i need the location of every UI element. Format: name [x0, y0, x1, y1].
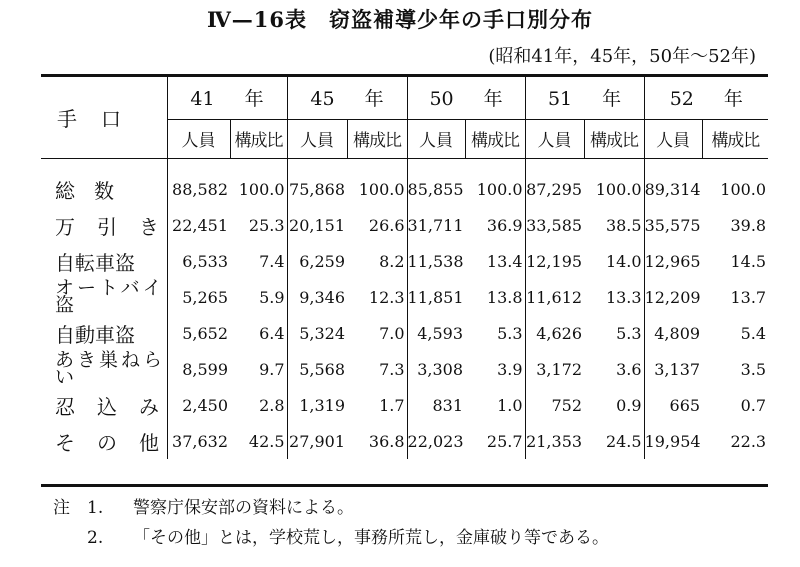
cell: 8,599: [167, 351, 230, 387]
count-header: 人員: [167, 119, 230, 158]
cell: 20,151: [287, 207, 347, 243]
row-label: オートバイ盗: [55, 277, 165, 316]
row-label: 自動車盗: [55, 322, 135, 347]
cell: 11,538: [407, 243, 465, 279]
cell: 6,533: [167, 243, 230, 279]
cell: 5.3: [616, 323, 642, 343]
cell: 7.4: [259, 251, 285, 271]
cell: 88,582: [167, 159, 230, 208]
year-header-51: 51 年: [525, 76, 644, 120]
ratio-header: 構成比: [465, 119, 525, 158]
row-label: 総数: [55, 178, 133, 203]
cell: 85,855: [407, 159, 465, 208]
cell: 4,809: [644, 315, 702, 351]
note-2: [41, 523, 768, 553]
cell: 22.3: [730, 431, 767, 451]
cell: 36.8: [368, 431, 405, 451]
cell: 3,308: [407, 351, 465, 387]
table-row: [41, 159, 768, 208]
count-header: 人員: [525, 119, 584, 158]
cell: 7.0: [379, 323, 405, 343]
cell: 14.0: [605, 251, 642, 271]
ratio-header: 構成比: [230, 119, 287, 158]
cell: 14.5: [730, 251, 767, 271]
cell: 25.3: [248, 215, 285, 235]
ratio-header: 構成比: [584, 119, 644, 158]
row-label: 万引き: [55, 214, 181, 239]
cell: 2,450: [167, 387, 230, 423]
cell: 0.7: [740, 395, 767, 415]
cell: 87,295: [525, 159, 584, 208]
note-text: 警察庁保安部の資料による。: [133, 498, 354, 518]
cell: 35,575: [644, 207, 702, 243]
theft-method-table: [41, 74, 768, 459]
cell: 12,195: [525, 243, 584, 279]
cell: 27,901: [287, 423, 347, 459]
cell: 8.2: [379, 251, 405, 271]
count-header: 人員: [287, 119, 347, 158]
table-title: Ⅳ—16表 窃盗補導少年の手口別分布: [206, 7, 594, 32]
cell: 1.7: [379, 395, 405, 415]
table-row: [41, 279, 768, 315]
cell: 5,324: [287, 315, 347, 351]
cell: 6.4: [259, 323, 285, 343]
cell: 33,585: [525, 207, 584, 243]
note-marker: 注: [53, 498, 70, 518]
row-label: 忍込み: [55, 394, 181, 419]
cell: 3.5: [740, 359, 767, 379]
cell: 21,353: [525, 423, 584, 459]
cell: 1,319: [287, 387, 347, 423]
cell: 2.8: [259, 395, 285, 415]
cell: 11,851: [407, 279, 465, 315]
cell: 13.7: [730, 287, 767, 307]
table-subtitle: (昭和41年，45年，50年～52年): [488, 46, 756, 67]
row-label: あき巣ねらい: [55, 349, 166, 388]
cell: 22,023: [407, 423, 465, 459]
note-1: [41, 493, 768, 523]
cell: 100.0: [358, 179, 405, 199]
cell: 3,137: [644, 351, 702, 387]
note-number: 2.: [87, 528, 104, 548]
cell: 13.4: [486, 251, 523, 271]
cell: 89,314: [644, 159, 702, 208]
cell: 12,209: [644, 279, 702, 315]
cell: 3,172: [525, 351, 584, 387]
cell: 9,346: [287, 279, 347, 315]
cell: 36.9: [486, 215, 523, 235]
cell: 26.6: [368, 215, 405, 235]
cell: 752: [525, 387, 584, 423]
row-label: その他: [55, 430, 181, 455]
table-row: [41, 351, 768, 387]
cell: 38.5: [605, 215, 642, 235]
cell: 12,965: [644, 243, 702, 279]
table-row: [41, 423, 768, 459]
cell: 1.0: [497, 395, 523, 415]
cell: 39.8: [730, 215, 767, 235]
table-row: [41, 207, 768, 243]
year-header-50: 50 年: [407, 76, 525, 120]
year-header-41: 41 年: [167, 76, 287, 120]
note-number: 1.: [87, 498, 104, 518]
cell: 12.3: [368, 287, 405, 307]
cell: 6,259: [287, 243, 347, 279]
table-notes: [41, 484, 768, 553]
note-text: 「その他」とは，学校荒し，事務所荒し，金庫破り等である。: [133, 528, 609, 548]
cell: 5,265: [167, 279, 230, 315]
table-row: [41, 243, 768, 279]
cell: 0.9: [616, 395, 642, 415]
cell: 100.0: [595, 179, 642, 199]
ratio-header: 構成比: [702, 119, 768, 158]
count-header: 人員: [644, 119, 702, 158]
cell: 13.8: [486, 287, 523, 307]
cell: 5,652: [167, 315, 230, 351]
table-row: [41, 315, 768, 351]
cell: 19,954: [644, 423, 702, 459]
cell: 100.0: [720, 179, 767, 199]
cell: 13.3: [605, 287, 642, 307]
cell: 11,612: [525, 279, 584, 315]
cell: 665: [644, 387, 702, 423]
year-header-52: 52 年: [644, 76, 768, 120]
count-header: 人員: [407, 119, 465, 158]
cell: 5.9: [259, 287, 285, 307]
stub-header: 手口: [41, 76, 167, 159]
cell: 5.4: [740, 323, 767, 343]
cell: 3.9: [497, 359, 523, 379]
cell: 7.3: [379, 359, 405, 379]
ratio-header: 構成比: [347, 119, 407, 158]
cell: 37,632: [167, 423, 230, 459]
cell: 9.7: [259, 359, 285, 379]
cell: 5.3: [497, 323, 523, 343]
cell: 831: [407, 387, 465, 423]
cell: 75,868: [287, 159, 347, 208]
cell: 24.5: [605, 431, 642, 451]
table-row: [41, 387, 768, 423]
cell: 100.0: [238, 179, 285, 199]
year-header-45: 45 年: [287, 76, 407, 120]
cell: 3.6: [616, 359, 642, 379]
cell: 25.7: [486, 431, 523, 451]
cell: 31,711: [407, 207, 465, 243]
row-label: 自転車盗: [55, 250, 135, 275]
cell: 22,451: [167, 207, 230, 243]
cell: 5,568: [287, 351, 347, 387]
cell: 42.5: [248, 431, 285, 451]
cell: 4,626: [525, 315, 584, 351]
cell: 4,593: [407, 315, 465, 351]
cell: 100.0: [476, 179, 523, 199]
